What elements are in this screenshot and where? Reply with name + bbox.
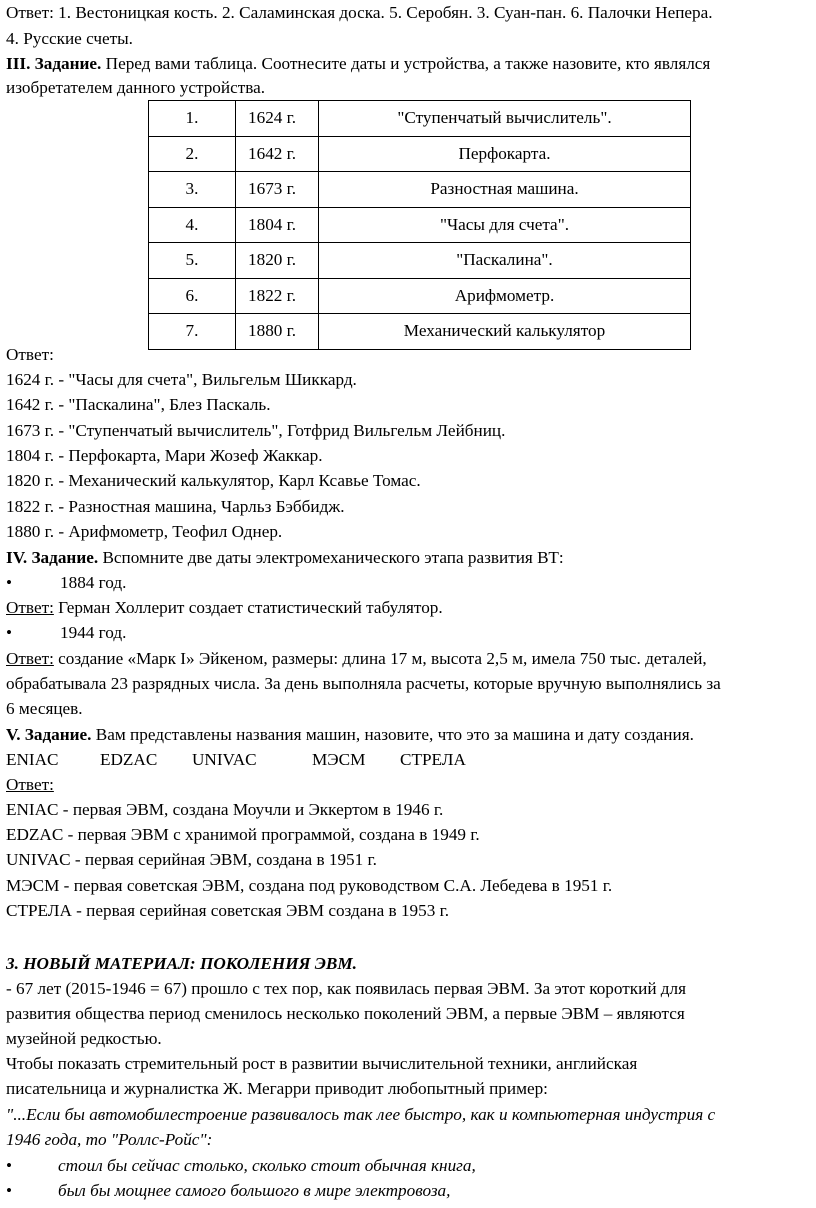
task3-answer-line: 1804 г. - Перфокарта, Мари Жозеф Жаккар. xyxy=(6,445,323,465)
section3-p1-line1: - 67 лет (2015-1946 = 67) прошло с тех пор, как появилась первая ЭВМ. За этот короткий для xyxy=(6,979,687,998)
section3-p1-line3: музейной редкостью. xyxy=(6,1029,162,1048)
task5-answer-line: EDZAC - первая ЭВМ с хранимой программой, создана в 1949 г. xyxy=(6,825,480,845)
machine-name: СТРЕЛА xyxy=(400,750,466,769)
section3-list-item xyxy=(6,1181,451,1201)
task4-answer2-text1: создание «Марк I» Эйкеном, размеры: длина 17 м, высота 2,5 м, имела 750 тыс. деталей, xyxy=(53,649,707,668)
row-number-cell: 2. xyxy=(149,136,236,172)
task3-answer-line: 1822 г. - Разностная машина, Чарльз Бэббидж. xyxy=(6,496,345,516)
device-cell: Механический калькулятор xyxy=(319,314,691,350)
task3-text-line2: изобретателем данного устройства. xyxy=(6,78,266,97)
table-row xyxy=(149,278,691,314)
year-cell: 1673 г. xyxy=(236,172,319,208)
task4-answer1-line xyxy=(6,598,443,618)
section3-item-text: стоил бы сейчас столько, сколько стоит обычная книга, xyxy=(58,1156,476,1175)
section3-heading: 3. НОВЫЙ МАТЕРИАЛ: ПОКОЛЕНИЯ ЭВМ. xyxy=(6,954,357,973)
table-row xyxy=(149,172,691,208)
machine-name: ENIAC xyxy=(6,750,59,769)
task3-answer-label: Ответ: xyxy=(6,345,54,364)
year-cell: 1880 г. xyxy=(236,314,319,350)
task4-answer2-line3: 6 месяцев. xyxy=(6,699,83,718)
task5-answer-line: UNIVAC - первая серийная ЭВМ, создана в 1951 г. xyxy=(6,850,377,870)
device-cell: Разностная машина. xyxy=(319,172,691,208)
table-row xyxy=(149,136,691,172)
task3-heading: III. Задание. xyxy=(6,54,102,73)
year-cell: 1624 г. xyxy=(236,101,319,137)
task5-answer-line: ENIAC - первая ЭВМ, создана Моучли и Эккертом в 1946 г. xyxy=(6,800,444,819)
table-row xyxy=(149,243,691,279)
task5-text: Вам представлены названия машин, назовите, что это за машина и дату создания. xyxy=(91,725,694,744)
task4-answer1: Герман Холлерит создает статистический табулятор. xyxy=(53,598,443,617)
section3-list-item xyxy=(6,1156,476,1176)
row-number-cell: 1. xyxy=(149,101,236,137)
section3-quote-line1: "...Если бы автомобилестроение развивалось так лее быстро, как и компьютерная индустрия с xyxy=(6,1105,716,1124)
bullet-icon: • xyxy=(6,1181,13,1200)
task4-date2-item xyxy=(6,623,127,643)
machine-name: UNIVAC xyxy=(192,750,257,769)
devices-table xyxy=(148,100,691,350)
year-cell: 1822 г. xyxy=(236,278,319,314)
intro-answer-line1: Ответ: 1. Вестоницкая кость. 2. Саламинская доска. 5. Серобян. 3. Суан-пан. 6. Палочки Непера. xyxy=(6,3,713,22)
row-number-cell: 4. xyxy=(149,207,236,243)
row-number-cell: 5. xyxy=(149,243,236,279)
device-cell: "Часы для счета". xyxy=(319,207,691,243)
device-cell: "Ступенчатый вычислитель". xyxy=(319,101,691,137)
task3-answer-line: 1820 г. - Механический калькулятор, Карл Ксавье Томас. xyxy=(6,471,421,491)
device-cell: "Паскалина". xyxy=(319,243,691,279)
table-row xyxy=(149,207,691,243)
task4-heading: IV. Задание. xyxy=(6,548,99,567)
device-cell: Арифмометр. xyxy=(319,278,691,314)
section3-quote-line2: 1946 года, то "Роллс-Ройс": xyxy=(6,1130,213,1149)
task5-answer-label: Ответ: xyxy=(6,775,54,794)
machine-name: EDZAC xyxy=(100,750,158,769)
row-number-cell: 7. xyxy=(149,314,236,350)
task4-paragraph xyxy=(6,548,564,568)
bullet-icon: • xyxy=(6,1156,13,1175)
task4-answer2-label: Ответ: xyxy=(6,649,54,668)
task3-answer-line: 1642 г. - "Паскалина", Блез Паскаль. xyxy=(6,395,271,415)
table-row xyxy=(149,314,691,350)
task4-answer1-label: Ответ: xyxy=(6,598,54,617)
task5-answer-line: МЭСМ - первая советская ЭВМ, создана под руководством С.А. Лебедева в 1951 г. xyxy=(6,875,613,895)
section3-p2-line1: Чтобы показать стремительный рост в развитии вычислительной техники, английская xyxy=(6,1054,638,1073)
task4-answer2-line1 xyxy=(6,649,707,669)
task4-text: Вспомните две даты электромеханического этапа развития ВТ: xyxy=(98,548,564,567)
task4-date1-item xyxy=(6,573,127,593)
task5-heading: V. Задание. xyxy=(6,725,92,744)
task4-date1: 1884 год. xyxy=(60,573,127,592)
table-row xyxy=(149,101,691,137)
task5-answer-line: СТРЕЛА - первая серийная советская ЭВМ создана в 1953 г. xyxy=(6,900,450,920)
intro-answer-line2: 4. Русские счеты. xyxy=(6,29,133,48)
year-cell: 1820 г. xyxy=(236,243,319,279)
task3-answer-line: 1880 г. - Арифмометр, Теофил Однер. xyxy=(6,521,283,541)
row-number-cell: 6. xyxy=(149,278,236,314)
task3-text: Перед вами таблица. Соотнесите даты и устройства, а также назовите, кто являлся xyxy=(101,54,711,73)
section3-p1-line2: развития общества период сменилось несколько поколений ЭВМ, а первые ЭВМ – являются xyxy=(6,1004,685,1023)
device-cell: Перфокарта. xyxy=(319,136,691,172)
section3-item-text: был бы мощнее самого большого в мире электровоза, xyxy=(58,1181,451,1200)
task4-answer2-line2: обрабатывала 23 разрядных числа. За день выполняла расчеты, которые вручную выполнялись за xyxy=(6,674,721,693)
year-cell: 1642 г. xyxy=(236,136,319,172)
task3-answer-line: 1673 г. - "Ступенчатый вычислитель", Готфрид Вильгельм Лейбниц. xyxy=(6,420,506,440)
row-number-cell: 3. xyxy=(149,172,236,208)
section3-p2-line2: писательница и журналистка Ж. Мегарри приводит любопытный пример: xyxy=(6,1079,548,1098)
task3-answer-line: 1624 г. - "Часы для счета", Вильгельм Шиккард. xyxy=(6,370,357,389)
task5-paragraph xyxy=(6,725,694,745)
bullet-icon: • xyxy=(6,623,13,642)
task4-date2: 1944 год. xyxy=(60,623,127,642)
task3-paragraph xyxy=(6,54,710,74)
year-cell: 1804 г. xyxy=(236,207,319,243)
bullet-icon: • xyxy=(6,573,13,592)
machine-name: МЭСМ xyxy=(312,750,366,769)
